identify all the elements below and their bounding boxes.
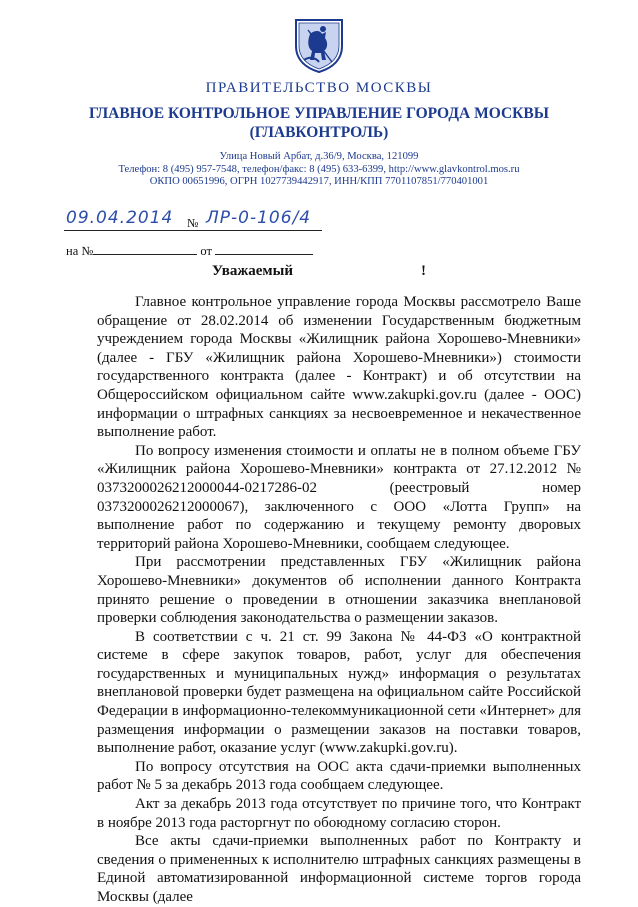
paragraph: По вопросу отсутствия на ООС акта сдачи-приемки выполненных работ № 5 за декабрь 2013 года сообщаем следующее. [97, 758, 581, 794]
paragraph: По вопросу изменения стоимости и оплаты не в полном объеме ГБУ «Жилищник района Хорошево-Мневники» контракта от 27.12.2012 № 0373200026212000044-0217286-02 (реестровый номер 0373200026212000067), заключенного с ООО «Лотта Групп» на выполнение работ по содержанию и текущему ремонту дворовых территорий района Хорошево-Мневники, сообщаем следующее. [97, 442, 581, 552]
registration-line [64, 206, 324, 236]
department-name-line1: ГЛАВНОЕ КОНТРОЛЬНОЕ УПРАВЛЕНИЕ ГОРОДА МОСКВЫ [89, 105, 549, 122]
address-block [0, 151, 638, 189]
registration-number-label: № [187, 216, 199, 230]
reply-reference-line [66, 244, 313, 259]
reply-number-blank [93, 244, 197, 255]
salutation [0, 263, 638, 280]
paragraph: Акт за декабрь 2013 года отсутствует по причине того, что Контракт в ноябре 2013 года расторгнут по обоюдному согласию сторон. [97, 796, 581, 831]
salutation-mark: ! [420, 263, 426, 279]
registration-underline [64, 230, 322, 231]
department-name-line2: (ГЛАВКОНТРОЛЬ) [249, 124, 389, 141]
reply-date-blank [215, 244, 313, 255]
department-name [0, 104, 638, 142]
paragraph: Главное контрольное управление города Москвы рассмотрело Ваше обращение от 28.02.2014 об изменении Государственным бюджетным учреждением города Москвы «Жилищник района Хорошево-Мневники» (далее - ГБУ «Жилищник района Хорошево-Мневники») стоимости государственного контракта (далее - Контракт) и об отсутствии на Общероссийском официальном сайте www.zakupki.gov.ru (далее - ООС) информации о штрафных санкциях за несвоевременное и некачественное выполнение работ. [97, 294, 581, 441]
registration-number: ЛР-0-106/4 [206, 208, 312, 228]
government-name: ПРАВИТЕЛЬСТВО МОСКВЫ [205, 80, 433, 96]
paragraph: Все акты сдачи-приемки выполненных работ по Контракту и сведения о примененных к исполнителю штрафных санкциях размещены в Единой автоматизированной информационной системе торгов города Москвы (далее [97, 833, 581, 905]
paragraph: В соответствии с ч. 21 ст. 99 Закона № 44-ФЗ «О контрактной системе в сфере закупок товаров, работ, услуг для обеспечения государственных и муниципальных нужд» информация о результатах внеплановой проверки будет размещена на официальном сайте Российской Федерации в информационно-телекоммуникационной сети «Интернет» для размещения информации о размещении заказов на поставки товаров, выполнение работ, оказание услуг (www.zakupki.gov.ru). [97, 628, 581, 757]
reply-from-label: от [200, 244, 212, 258]
moscow-coat-of-arms-icon [292, 16, 346, 74]
registry-codes: ОКПО 00651996, ОГРН 1027739442917, ИНН/КПП 7701107851/770401001 [149, 176, 489, 187]
registration-date: 09.04.2014 [66, 208, 174, 228]
contact-phones: Телефон: 8 (495) 957-7548, телефон/факс: 8 (495) 633-6399, http://www.glavkontrol.mos.ru [118, 163, 520, 175]
reply-to-label: на № [66, 244, 94, 258]
paragraph: При рассмотрении представленных ГБУ «Жилищник района Хорошево-Мневники» документов об исполнении данного Контракта принято решение о проведении в отношении заказчика внеплановой проверки соблюдения законодательства о размещении заказов. [97, 554, 581, 627]
street-address: Улица Новый Арбат, д.36/9, Москва, 121099 [219, 151, 419, 162]
salutation-word: Уважаемый [212, 263, 293, 279]
letter-body [97, 293, 581, 907]
